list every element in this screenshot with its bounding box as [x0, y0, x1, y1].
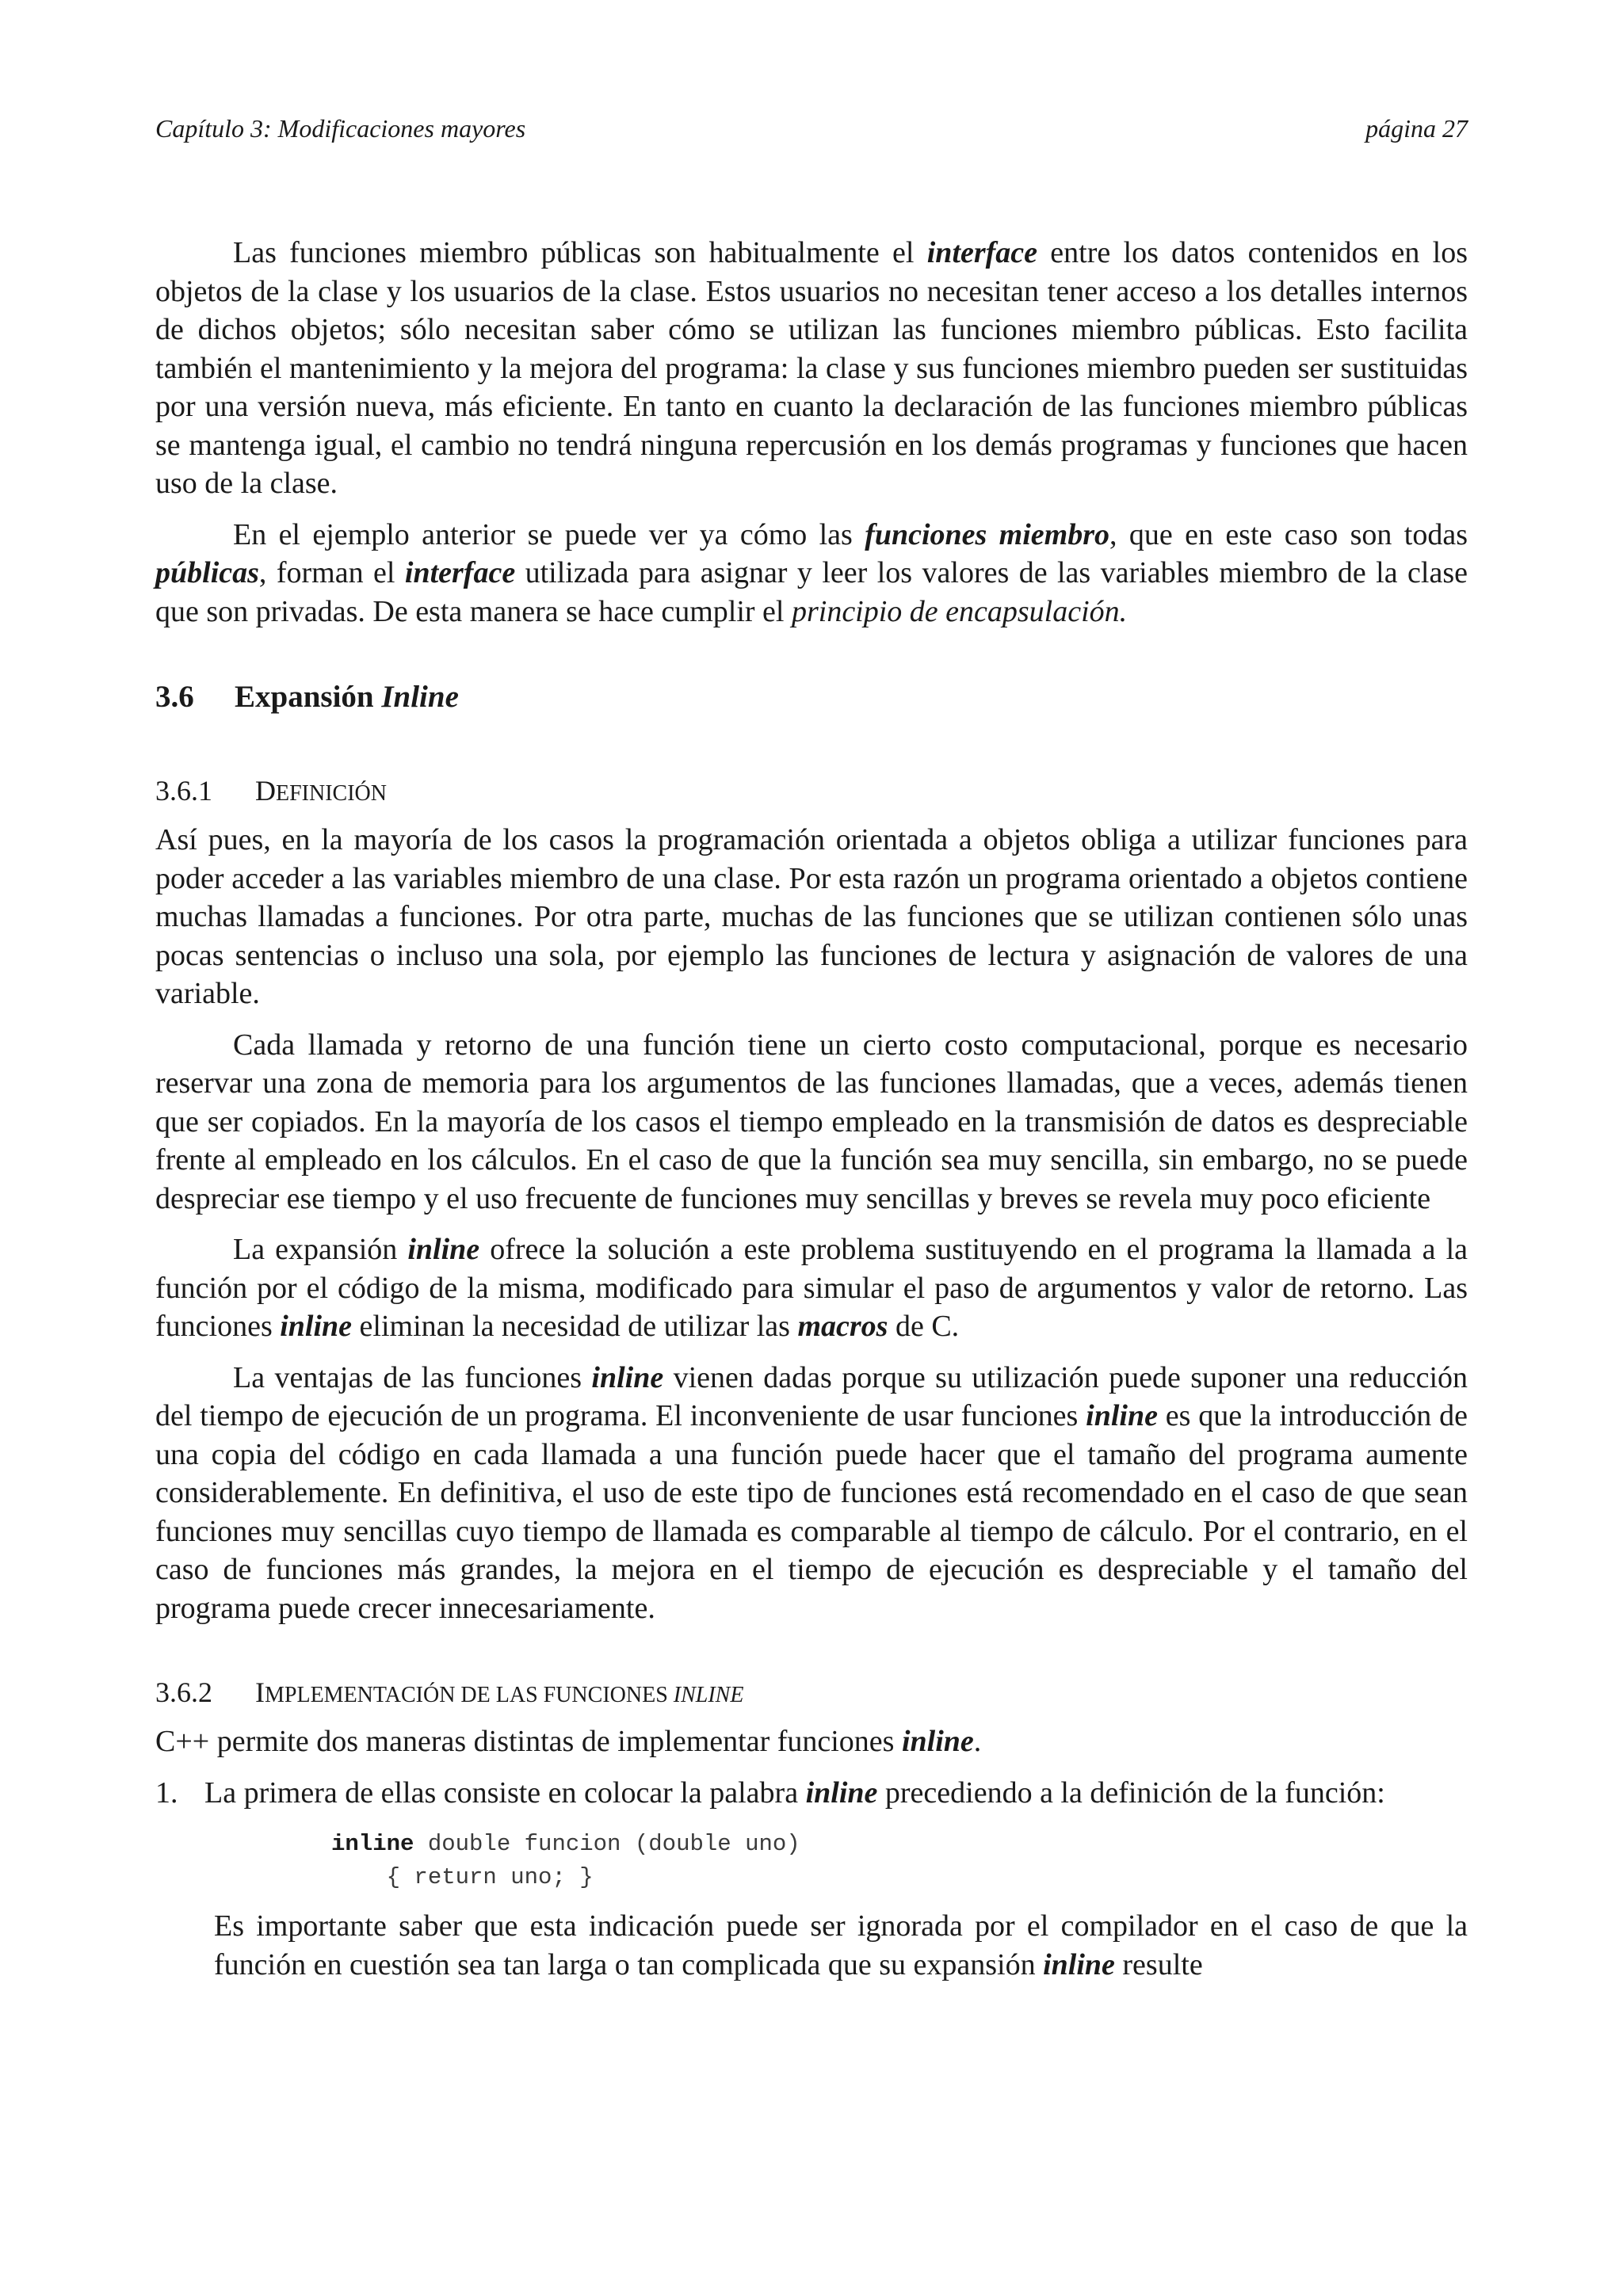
subsection-title-italic: INLINE: [673, 1683, 744, 1707]
text-run: es que la introducción de una copia del código en cada llamada a una función puede hacer que el tamaño del programa aumente considerablemente. En definitiva, el uso de este tipo de funciones está recomendado en el caso de que sean funciones muy sencillas cuyo tiempo de llamada es comparable al tiempo de cálculo. Por el contrario, en el caso de funciones más grandes, la mejora en el tiempo de ejecución es despreciable y el tamaño del programa puede crecer innecesariamente.: [155, 1399, 1468, 1625]
emphasis: inline: [901, 1725, 974, 1758]
section-title: Expansión: [235, 680, 382, 714]
text-run: La ventajas de las funciones: [233, 1360, 592, 1394]
text-run: ofrece la solución a este problema sustituyendo en el programa la llamada a la función por el código de la misma, modificado para simular el paso de argumentos y valor de retorno. Las funciones: [155, 1233, 1468, 1343]
subsection-title: D: [255, 775, 276, 807]
text-run: entre los datos contenidos en los objetos de la clase y los usuarios de la clase. Estos usuarios no necesitan tener acceso a los detalles internos de dichos objetos; sólo necesitan saber cómo se utilizan las funciones miembro públicas. Esto facilita también el mantenimiento y la mejora del programa: la clase y sus funciones miembro pueden ser sustituidas por una versión nueva, más eficiente. En tanto en cuanto la declaración de las funciones miembro públicas se mantenga igual, el cambio no tendrá ninguna repercusión en los demás programas y funciones que hacen uso de la clase.: [155, 236, 1468, 500]
text-run: En el ejemplo anterior se puede ver ya cómo las: [233, 517, 865, 551]
code-keyword: inline: [331, 1831, 414, 1857]
list-number: 1.: [155, 1775, 178, 1810]
emphasis: inline: [1086, 1399, 1158, 1432]
text-run: , que en este caso son todas: [1109, 517, 1468, 551]
page-number: página 27: [1365, 114, 1468, 143]
emphasis: inline: [805, 1775, 878, 1810]
subsection-heading: [155, 1673, 1468, 1714]
emphasis: públicas: [155, 556, 259, 589]
text-run: La primera de ellas consiste en colocar la palabra: [204, 1775, 806, 1810]
emphasis: inline: [280, 1310, 353, 1343]
paragraph: [155, 1230, 1468, 1346]
emphasis: inline: [407, 1233, 480, 1266]
emphasis: inline: [591, 1360, 664, 1394]
emphasis: inline: [1043, 1947, 1115, 1981]
emphasis: funciones miembro: [865, 517, 1110, 551]
paragraph: [155, 516, 1468, 631]
text-run: La expansión: [233, 1233, 408, 1266]
body-text: [155, 234, 1468, 1984]
text-run: vienen dadas porque su utilización puede suponer una reducción del tiempo de ejecución de un programa. El inconveniente de usar funciones: [155, 1360, 1468, 1432]
code-line: double funcion (double uno): [414, 1831, 800, 1857]
paragraph: Cada llamada y retorno de una función tiene un cierto costo computacional, porque es necesario reservar una zona de memoria para los argumentos de las funciones llamadas, que a veces, además tienen que ser copiados. En la mayoría de los casos el tiempo empleado en la transmisión de datos es despreciable frente al empleado en los cálculos. En el caso de que la función sea muy sencilla, sin embargo, no se puede despreciar ese tiempo y el uso frecuente de funciones muy sencillas y breves se revela muy poco eficiente: [155, 1028, 1468, 1215]
subsection-number: 3.6.1: [155, 775, 212, 807]
section-number: 3.6: [155, 680, 194, 714]
paragraph: [155, 1359, 1468, 1628]
text-run: Las funciones miembro públicas son habitualmente el: [233, 236, 927, 269]
list-item: [155, 1774, 1468, 1813]
text-run: C++ permite dos maneras distintas de implementar funciones: [155, 1725, 902, 1758]
section-title-italic: Inline: [381, 680, 459, 714]
text-run: de C.: [888, 1310, 960, 1343]
text-run: precediendo a la definición de la función:: [877, 1775, 1385, 1810]
code-line: { return uno; }: [331, 1864, 594, 1890]
text-run: eliminan la necesidad de utilizar las: [352, 1310, 798, 1343]
subsection-heading: [155, 772, 1468, 813]
subsection-title: MPLEMENTACIÓN DE LAS FUNCIONES: [265, 1683, 674, 1707]
emphasis: interface: [926, 236, 1038, 269]
subsection-number: 3.6.2: [155, 1676, 212, 1708]
emphasis: macros: [797, 1310, 888, 1343]
list-item-text: [204, 1774, 1468, 1813]
paragraph: [155, 234, 1468, 503]
text-run: Es importante saber que esta indicación puede ser ignorada por el compilador en el caso de que la función en cuestión sea tan larga o tan complicada que su expansión: [214, 1909, 1468, 1981]
paragraph: Así pues, en la mayoría de los casos la programación orientada a objetos obliga a utilizar funciones para poder acceder a las variables miembro de una clase. Por esta razón un programa orientado a objetos contiene muchas llamadas a funciones. Por otra parte, muchas de las funciones que se utilizan contienen sólo unas pocas sentencias o incluso una sola, por ejemplo las funciones de lectura y asignación de valores de una variable.: [155, 823, 1468, 1010]
text-run: utilizada para asignar y leer los valores de las variables miembro de la clase que son privadas. De esta manera se hace cumplir el: [155, 556, 1468, 628]
text-run: , forman el: [258, 556, 405, 589]
emphasis: interface: [404, 556, 516, 589]
text-run: resulte: [1114, 1947, 1203, 1981]
chapter-title: Capítulo 3: Modificaciones mayores: [155, 114, 526, 143]
subsection-title: EFINICIÓN: [276, 781, 387, 806]
code-block: [331, 1828, 1468, 1894]
italic-term: principio de encapsulación.: [791, 594, 1128, 628]
subsection-title: I: [255, 1676, 265, 1708]
text-run: .: [973, 1725, 982, 1758]
running-header: [155, 113, 1468, 144]
paragraph: [155, 1907, 1468, 1984]
section-heading: [155, 678, 1468, 716]
paragraph: [155, 1722, 1468, 1761]
